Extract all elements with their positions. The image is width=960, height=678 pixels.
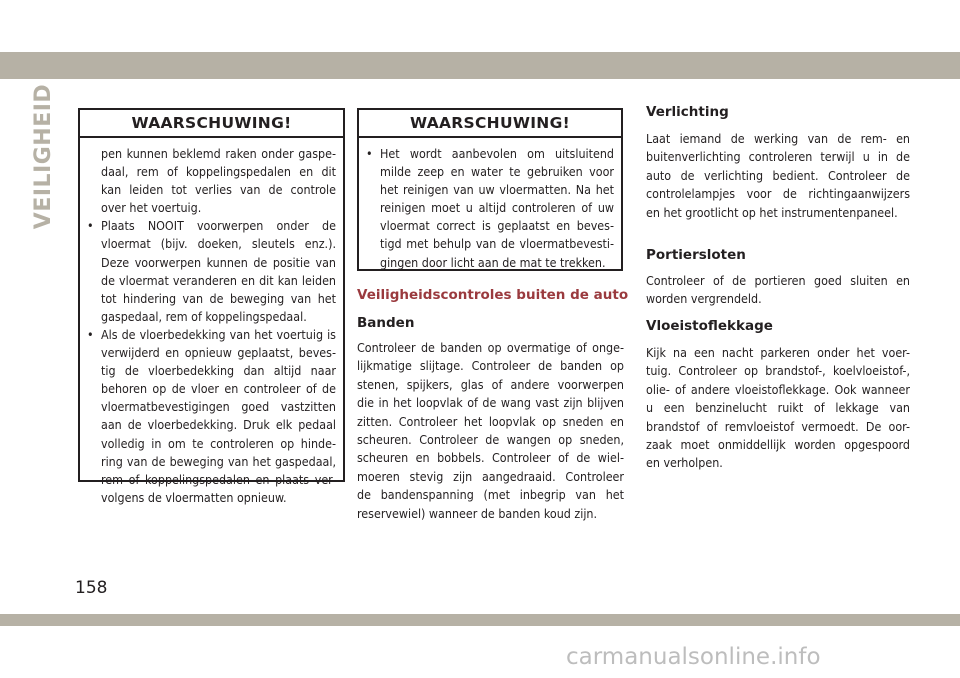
line-text: volgens de vloermatten opnieuw. (101, 489, 287, 505)
line-text: reservewiel) wanneer de banden koud zijn. (357, 505, 598, 521)
warning-line (366, 217, 614, 235)
line-text: lijkmatige slijtage. Controleer de banden op (357, 358, 624, 374)
paragraph-portiersloten (646, 272, 910, 309)
line-text: vloermat correct is geplaatst en beves- (380, 218, 614, 234)
line-text: scheuren. Controleer de wangen op sneden, (357, 431, 624, 447)
paragraph-line (357, 376, 624, 394)
paragraph-line (357, 505, 624, 523)
paragraph-line (357, 394, 624, 412)
heading-portiersloten: Portiersloten (646, 247, 746, 263)
warning-box-cleaning (357, 108, 623, 271)
chapter-side-tab (30, 83, 58, 229)
line-text: daal, rem of koppelingspedalen en dit (101, 164, 336, 180)
paragraph-banden (357, 339, 624, 523)
line-text: en het grootlicht op het instrumentenpaneel. (646, 204, 898, 220)
line-text: vloermatbevestigingen goed vastzitten (101, 399, 336, 415)
line-text: rem of koppelingspedalen en plaats ver- (101, 471, 336, 487)
line-text: gingen door licht aan de mat te trekken. (380, 254, 606, 270)
line-text: brandstof of remvloeistof vermoedt. De oor- (646, 418, 910, 434)
line-text: Controleer of de portieren goed sluiten en (646, 273, 910, 288)
warning-line (87, 398, 336, 416)
paragraph-line (646, 185, 910, 203)
line-text: tig de vloerbedekking dan altijd naar (101, 363, 336, 379)
warning-line (87, 235, 336, 253)
warning-box-floormats (78, 108, 345, 505)
line-text: olie- of andere vloeistoflekkage. Ook wanneer (646, 381, 910, 397)
bullet-icon: • (366, 146, 373, 161)
warning-line (87, 272, 336, 290)
line-text: volledig in om te controleren op hinde- (101, 435, 336, 451)
line-text: pen kunnen beklemd raken onder gaspe- (101, 146, 336, 161)
paragraph-line (646, 418, 910, 436)
bullet-icon: • (87, 326, 94, 342)
warning-body (80, 138, 343, 515)
warning-line (366, 235, 614, 253)
paragraph-line (357, 357, 624, 375)
warning-line (87, 199, 336, 217)
line-text: milde zeep en water te gebruiken voor (380, 164, 614, 180)
line-text: scheuren en bobbels. Controleer of de wiel- (357, 450, 624, 466)
paragraph-vloeistoflekkage (646, 344, 910, 473)
warning-line (87, 145, 336, 163)
paragraph-line (357, 413, 624, 431)
line-text: behoren op de vloer en controleer of de (101, 381, 336, 397)
warning-line (87, 489, 336, 507)
line-text: controlelampjes voor de richtingaanwijzers (646, 186, 910, 202)
line-text: de vloermat veranderen en dit kan leiden (101, 272, 336, 288)
paragraph-line (357, 468, 624, 486)
line-text: reinigen moet u altijd controleren of uw (380, 200, 614, 216)
paragraph-line (646, 130, 910, 148)
warning-line (87, 326, 336, 344)
line-text: auto de verlichting bedient. Controleer de (646, 167, 910, 183)
paragraph-line (646, 204, 910, 222)
warning-line (87, 181, 336, 199)
line-text: aan de vloerbedekking. Druk elk pedaal (101, 417, 336, 433)
line-text: Controleer de banden op overmatige of onge- (357, 340, 624, 355)
warning-line (87, 453, 336, 471)
paragraph-line (357, 449, 624, 467)
warning-line (366, 181, 614, 199)
watermark: carmanualsonline.info (566, 644, 821, 670)
warning-line (366, 145, 614, 163)
line-text: en verholpen. (646, 455, 723, 471)
line-text: ring van de beweging van het gaspedaal, (101, 453, 336, 469)
heading-verlichting: Verlichting (646, 104, 729, 120)
warning-line (366, 199, 614, 217)
line-text: Deze voorwerpen kunnen de positie van (101, 254, 336, 270)
line-text: Als de vloerbedekking van het voertuig is (101, 326, 336, 342)
paragraph-line (646, 290, 910, 308)
bottom-color-band (0, 614, 960, 626)
paragraph-line (646, 436, 910, 454)
line-text: u een benzinelucht ruikt of lekkage van (646, 400, 910, 416)
paragraph-line (646, 167, 910, 185)
line-text: tigd met behulp van de vloermatbevesti- (380, 236, 614, 252)
section-heading: Veiligheidscontroles buiten de auto (357, 287, 629, 303)
paragraph-line (646, 362, 910, 380)
line-text: zitten. Controleer het loopvlak op sneden en (357, 413, 624, 429)
warning-line (87, 471, 336, 489)
line-text: over het voertuig. (101, 200, 202, 216)
warning-line (366, 163, 614, 181)
paragraph-line (357, 339, 624, 357)
warning-line (87, 362, 336, 380)
warning-title: WAARSCHUWING! (359, 110, 621, 138)
line-text: stenen, spijkers, glas of andere voorwerpen (357, 376, 624, 392)
line-text: die in het loopvlak of de wang vast zijn blijven (357, 395, 624, 411)
line-text: het reinigen van uw vloermatten. Na het (380, 182, 614, 198)
line-text: worden vergrendeld. (646, 291, 762, 307)
paragraph-line (646, 399, 910, 417)
page-number: 158 (75, 578, 108, 598)
warning-line (87, 290, 336, 308)
heading-banden: Banden (357, 315, 415, 331)
warning-line (87, 308, 336, 326)
line-text: vloermat (bijv. doeken, sleutels enz.). (101, 236, 336, 252)
line-text: Plaats NOOIT voorwerpen onder de (101, 218, 336, 234)
paragraph-line (646, 454, 910, 472)
line-text: gaspedaal, rem of koppelingspedaal. (101, 308, 307, 324)
line-text: tot hindering van de beweging van het (101, 290, 336, 306)
warning-title: WAARSCHUWING! (80, 110, 343, 138)
warning-line (366, 254, 614, 272)
line-text: buitenverlichting controleren terwijl u in de (646, 149, 910, 165)
warning-line (87, 217, 336, 235)
paragraph-line (646, 148, 910, 166)
paragraph-line (646, 272, 910, 290)
top-color-band (0, 52, 960, 79)
heading-vloeistoflekkage: Vloeistoflekkage (646, 318, 773, 334)
warning-line (87, 416, 336, 434)
line-text: Laat iemand de werking van de rem- en (646, 131, 910, 146)
warning-line (87, 163, 336, 181)
warning-body (359, 138, 621, 280)
warning-line (87, 380, 336, 398)
warning-line (87, 254, 336, 272)
line-text: kan leiden tot verlies van de controle (101, 182, 336, 198)
paragraph-line (357, 431, 624, 449)
chapter-side-tab-label: VEILIGHEID (31, 83, 57, 229)
warning-line (87, 435, 336, 453)
line-text: verwijderd en opnieuw geplaatst, beves- (101, 345, 336, 361)
line-text: moeren stevig zijn aangedraaid. Controleer (357, 468, 624, 484)
paragraph-line (646, 381, 910, 399)
line-text: Het wordt aanbevolen om uitsluitend (380, 146, 614, 161)
line-text: zaak moet onmiddellijk worden opgespoord (646, 436, 910, 452)
line-text: de bandenspanning (met inbegrip van het (357, 487, 624, 503)
bullet-icon: • (87, 218, 94, 234)
line-text: tuig. Controleer op brandstof-, koelvloeistof-, (646, 363, 910, 379)
line-text: Kijk na een nacht parkeren onder het voer- (646, 345, 910, 360)
paragraph-line (357, 486, 624, 504)
warning-line (87, 344, 336, 362)
paragraph-verlichting (646, 130, 910, 222)
paragraph-line (646, 344, 910, 362)
